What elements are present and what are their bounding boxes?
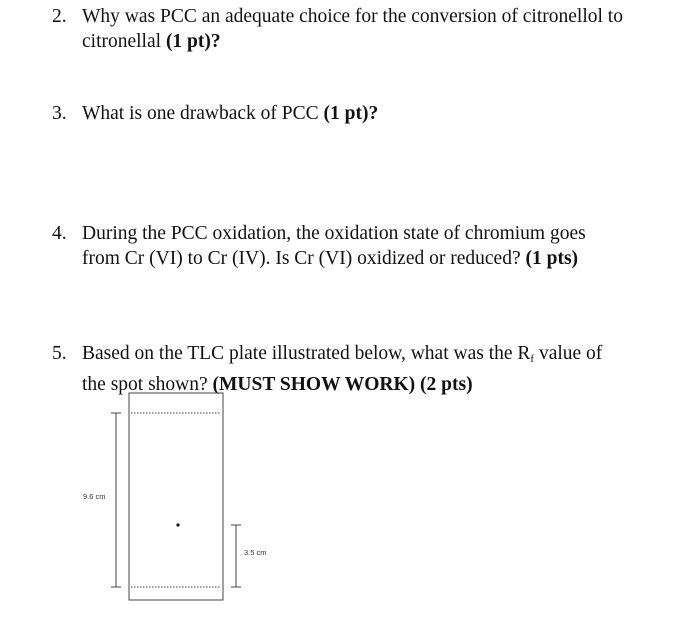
question-5-show-work: (MUST SHOW WORK) <box>212 374 416 395</box>
question-4-text-a: During the PCC oxidation, the oxidation state of chromium goes <box>82 223 586 244</box>
question-number: 2. <box>52 6 67 27</box>
question-number: 4. <box>52 223 67 244</box>
question-4-text-b: from Cr (VI) to Cr (IV). Is Cr (VI) oxidized or reduced? <box>82 248 526 269</box>
tlc-plate-outline <box>129 393 223 600</box>
question-number: 5. <box>52 343 67 364</box>
question-5-text-c: the spot shown? <box>82 374 213 395</box>
question-2-text-a: Why was PCC an adequate choice for the conversion of citronellol to <box>82 6 623 27</box>
question-2-text-b: citronellal <box>82 31 166 52</box>
question-number: 3. <box>52 103 67 124</box>
question-2-points: (1 pt)? <box>165 31 221 52</box>
question-4-points: (1 pts) <box>525 248 579 269</box>
solvent-distance-label: 9.6 cm <box>83 492 106 501</box>
question-5-points: (2 pts) <box>420 374 473 395</box>
question-3-text: What is one drawback of PCC <box>82 103 324 124</box>
tlc-spot <box>176 523 179 526</box>
question-5-text-b: value of <box>534 343 603 364</box>
spot-distance-label: 3.5 cm <box>244 548 267 557</box>
question-5-text-a: Based on the TLC plate illustrated below, what was the R <box>82 343 531 364</box>
question-3-points: (1 pt)? <box>323 103 379 124</box>
rf-subscript: f <box>530 353 535 365</box>
